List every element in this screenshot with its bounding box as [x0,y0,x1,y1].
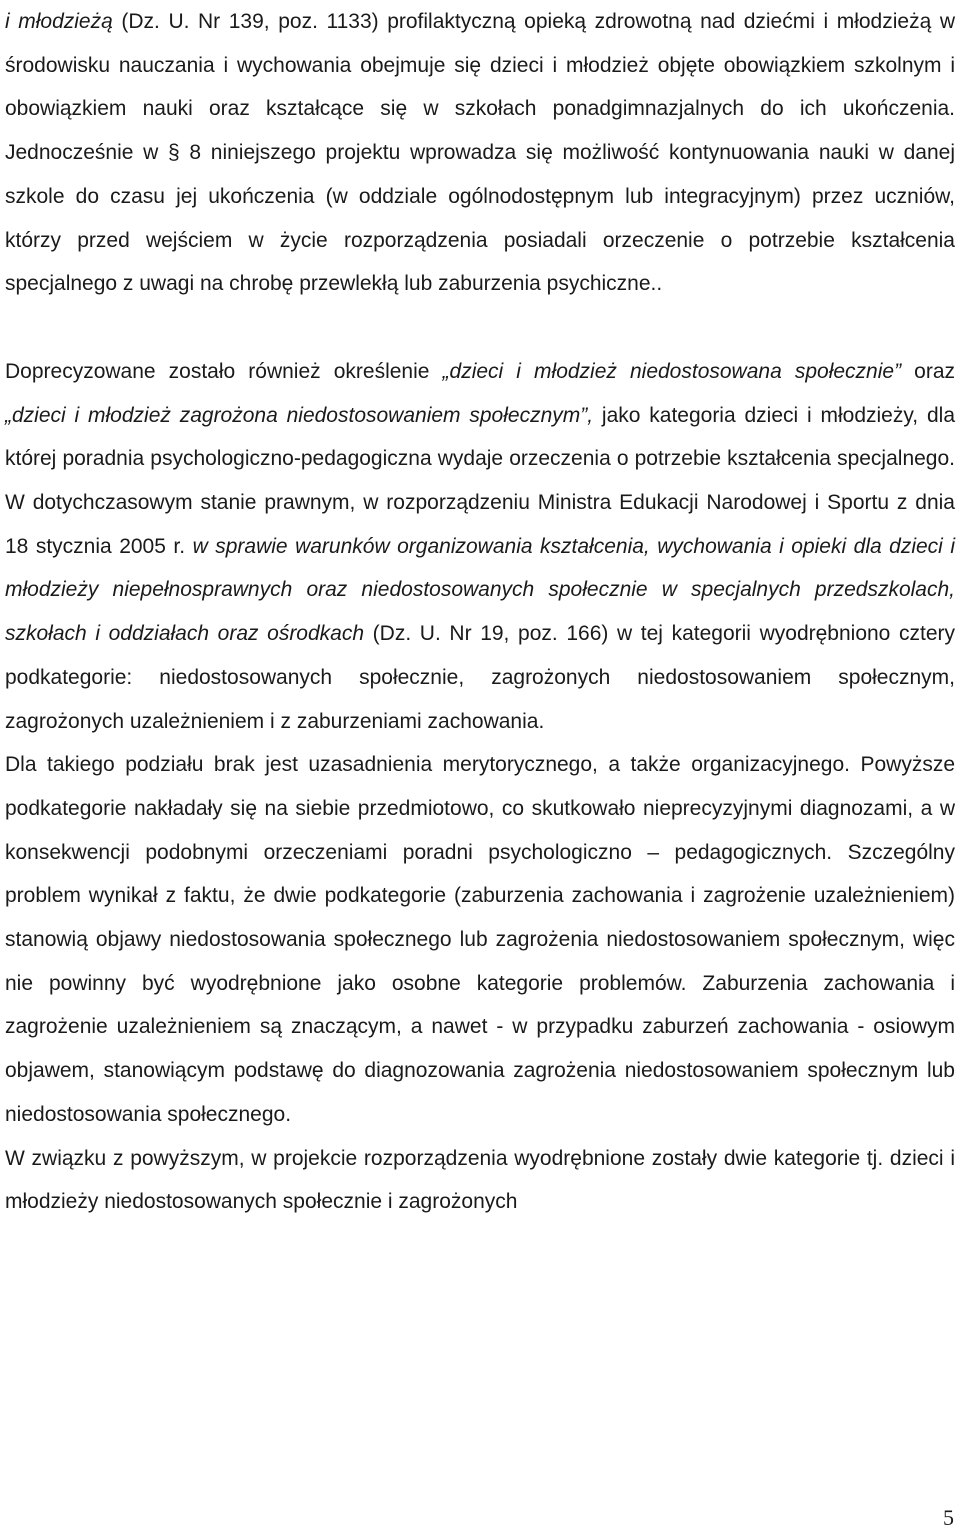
paragraph-text: (Dz. U. Nr 19, poz. 166) w tej kategorii wyodrębniono cztery podkategorie: niedostosowanych społecznie, zagrożonych niedostosowaniem społecznym, zagrożonych uzależnieniem i z zaburzeniami zachowania. [5,622,955,733]
italic-term-zagrozona: „dzieci i młodzież zagrożona niedostosowaniem społecznym”, [5,403,594,427]
italic-regulation-title: w sprawie warunków organizowania kształcenia, wychowania i opieki dla dzieci i młodzieży niepełnosprawnych oraz niedostosowanych społecznie w specjalnych przedszkolach, szkołach i oddziałach oraz ośrodkach [5,534,955,646]
document-body [5,0,955,1224]
paragraph-text: (Dz. U. Nr 139, poz. 1133) profilaktyczną opieką zdrowotną nad dziećmi i młodzieżą w środowisku nauczania i wychowania obejmuje się dzieci i młodzież objęte obowiązkiem szkolnym i obowiązkiem nauki oraz kształcące się w szkołach ponadgimnazjalnych do ich ukończenia. Jednocześnie w § 8 niniejszego projektu wprowadza się możliwość kontynuowania nauki w danej szkole do czasu jej ukończenia (w oddziale ogólnodostępnym lub integracyjnym) przez uczniów, którzy przed wejściem w życie rozporządzenia posiadali orzeczenie o potrzebie kształcenia specjalnego z uwagi na chrobę przewlekłą lub zaburzenia psychiczne.. [5,10,955,296]
paragraph-1 [5,0,955,306]
paragraph-text: oraz [901,359,956,383]
italic-phrase: i młodzieżą [5,10,113,33]
paragraph-gap [5,306,955,350]
page-number: 5 [943,1505,954,1530]
italic-term-niedostosowana: „dzieci i młodzież niedostosowana społecznie” [442,359,902,383]
paragraph-text: Doprecyzowane zostało również określenie [5,359,443,383]
paragraph-2 [5,350,955,743]
paragraph-3: Dla takiego podziału brak jest uzasadnienia merytorycznego, a także organizacyjnego. Powyższe podkategorie nakładały się na siebie przedmiotowo, co skutkowało nieprecyzyjnymi diagnozami, a w konsekwencji podobnymi orzeczeniami poradni psychologiczno – pedagogicznych. Szczególny problem wynikał z faktu, że dwie podkategorie (zaburzenia zachowania i zagrożenie uzależnieniem) stanowią objawy niedostosowania społecznego lub zagrożenia niedostosowaniem społecznym, więc nie powinny być wyodrębnione jako osobne kategorie problemów. Zaburzenia zachowania i zagrożenie uzależnieniem są znaczącym, a nawet - w przypadku zaburzeń zachowania - osiowym objawem, stanowiącym podstawę do diagnozowania zagrożenia niedostosowaniem społecznym lub niedostosowania społecznego. [5,753,955,1126]
paragraph-4: W związku z powyższym, w projekcie rozporządzenia wyodrębnione zostały dwie kategorie tj. dzieci i młodzieży niedostosowanych społecznie i zagrożonych [5,1146,955,1214]
paragraph-text: jako kategoria dzieci i młodzieży, dla której poradnia psychologiczno-pedagogiczna wydaje orzeczenia o potrzebie kształcenia specjalnego. W dotychczasowym stanie prawnym, w rozporządzeniu Ministra Edukacji Narodowej i Sportu z dnia 18 stycznia 2005 r. [5,403,955,558]
